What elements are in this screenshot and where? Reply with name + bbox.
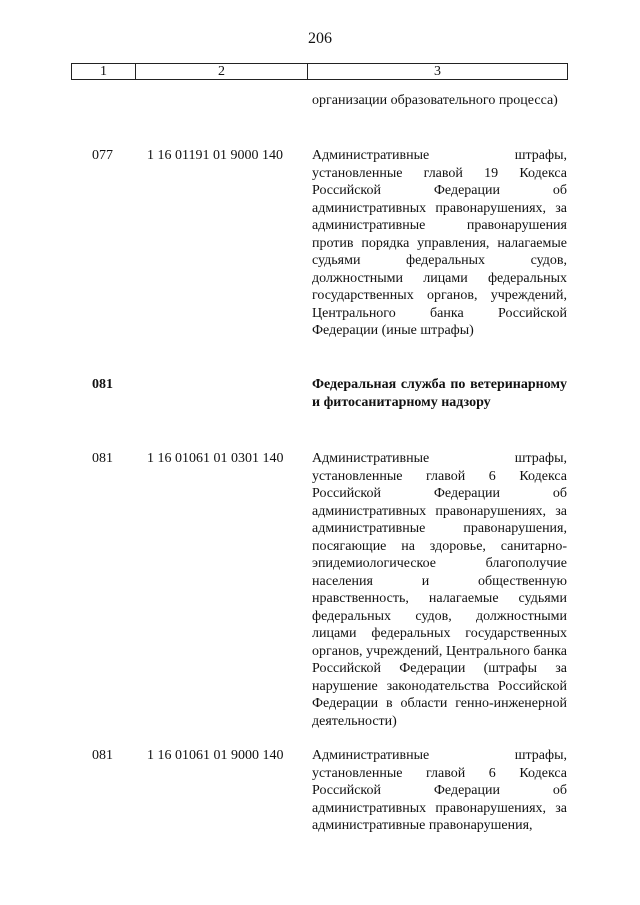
admin-code: 077 (92, 148, 113, 163)
budget-classification-code: 1 16 01061 01 0301 140 (147, 451, 284, 466)
row-description: Административные штрафы, установленные главой 19 Кодекса Российской Федерации об административных правонарушениях, за административные правонарушения против порядка управления, налагаемые судьями федеральных судов, должностными лицами федеральных государственных органов, учреждений, Центрального банка Российской Федерации (иные штрафы) (312, 148, 567, 338)
column-number-3: 3 (434, 64, 441, 79)
admin-code: 081 (92, 377, 113, 392)
budget-classification-code: 1 16 01191 01 9000 140 (147, 148, 283, 163)
table-header-row (71, 63, 568, 80)
column-number-2: 2 (136, 64, 308, 79)
row-description: организации образовательного процесса) (312, 93, 558, 108)
column-number-1: 1 (72, 64, 136, 79)
admin-code: 081 (92, 451, 113, 466)
row-description: Административные штрафы, установленные главой 6 Кодекса Российской Федерации об административных правонарушениях, за административные правонарушения, посягающие на здоровье, санитарно-эпидемиологическое благополучие населения и общественную нравственность, налагаемые судьями федеральных судов, должностными лицами федеральных государственных органов, учреждений, Центрального банка Российской Федерации (штрафы за нарушение законодательства Российской Федерации в области генно-инженерной деятельности) (312, 451, 567, 729)
row-description: Административные штрафы, установленные главой 6 Кодекса Российской Федерации об административных правонарушениях, за административные правонарушения, (312, 748, 567, 833)
page-number: 206 (308, 30, 332, 47)
admin-code: 081 (92, 748, 113, 763)
section-heading: Федеральная служба по ветеринарному и фитосанитарному надзору (312, 377, 567, 410)
budget-classification-code: 1 16 01061 01 9000 140 (147, 748, 284, 763)
